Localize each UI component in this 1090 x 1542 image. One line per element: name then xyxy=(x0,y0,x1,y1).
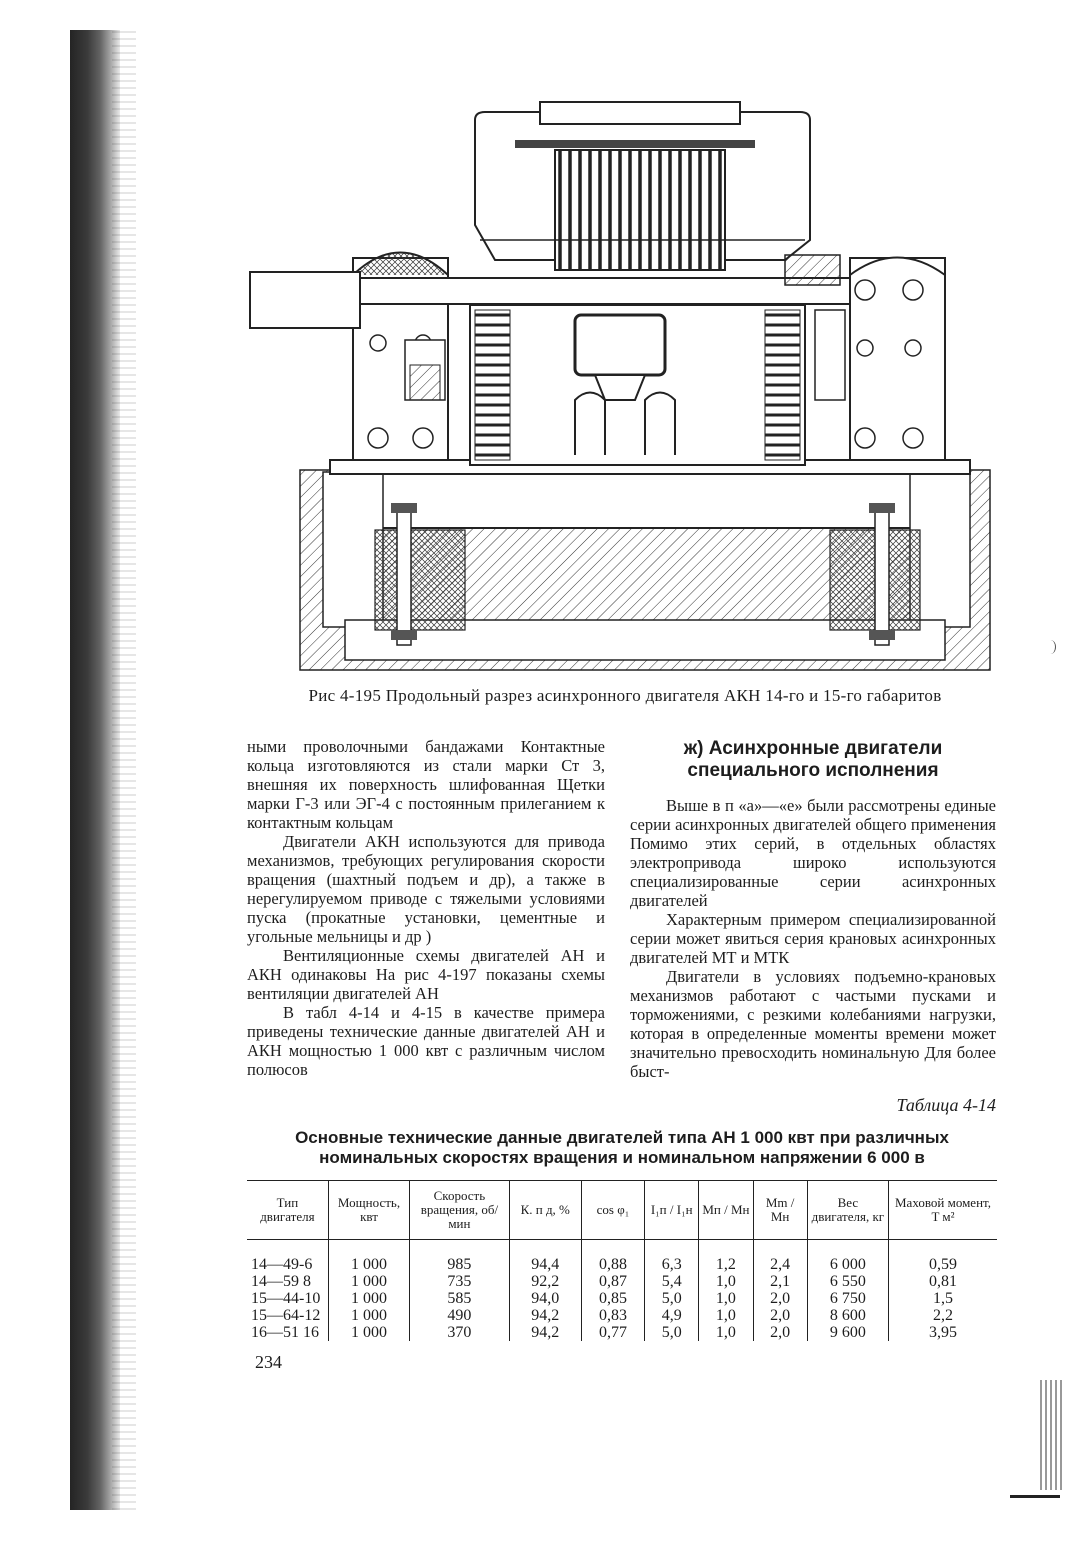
right-bearing-pedestal xyxy=(785,255,945,460)
table-cell: 585 xyxy=(410,1290,509,1307)
right-text-column xyxy=(630,796,996,1081)
table-cell: 2,1 xyxy=(753,1273,807,1290)
table-cell: 4,9 xyxy=(645,1307,699,1324)
table-cell: 1,0 xyxy=(699,1307,753,1324)
table-cell: 15—64-12 xyxy=(251,1307,321,1324)
table-cell: 1 000 xyxy=(328,1290,409,1307)
table-cell: 1 000 xyxy=(328,1273,409,1290)
paragraph: ными проволочными бандажами Контактные кольца изготовляются из стали марки Ст 3, внешняя их поверхность шлифованная Щетки марки Г-3 или ЭГ-4 с постоянным прилеганием к контактным кольцам xyxy=(247,737,605,832)
table-cell: 8 600 xyxy=(807,1307,888,1324)
table-cell: 1 000 xyxy=(328,1256,409,1273)
paragraph: Характерным примером специализированной серии может явиться серия крановых асинхронных двигателей МТ и МТК xyxy=(630,910,996,967)
table-cell: 16—51 16 xyxy=(251,1324,319,1341)
table-cell: 9 600 xyxy=(807,1324,888,1341)
table-header-row xyxy=(247,1181,997,1240)
table-cell: 735 xyxy=(410,1273,509,1290)
table-cell: 0,59 xyxy=(889,1256,998,1273)
table-cell: 14—59 8 xyxy=(251,1273,311,1290)
paragraph: Двигатели в условиях подъемно-крановых механизмов работают с частыми пусками и торможениями, с резкими колебаниями нагрузки, которая в определенные моменты времени может значительно превосходить номинальную Для более быст- xyxy=(630,967,996,1081)
table-cell: 1 000 xyxy=(328,1307,409,1324)
table-cell: 0,77 xyxy=(581,1324,644,1341)
table-cell: 2,4 xyxy=(753,1256,807,1273)
table-row xyxy=(247,1290,997,1307)
col-header: Тип двигателя xyxy=(247,1181,328,1240)
col-header: Мощность, квт xyxy=(328,1181,409,1240)
table-cell: 1,0 xyxy=(699,1273,753,1290)
table-cell: 1,0 xyxy=(699,1290,753,1307)
table-title: Основные технические данные двигателей типа АН 1 000 квт при различных номинальных скоростях вращения и номинальном напряжении 6 000 в xyxy=(295,1128,949,1167)
paragraph: Вентиляционные схемы двигателей АН и АКН одинаковы На рис 4-197 показаны схемы вентиляции двигателей АН xyxy=(247,946,605,1003)
table-cell: 0,87 xyxy=(581,1273,644,1290)
table-cell: 2,0 xyxy=(753,1290,807,1307)
table-cell: 2,2 xyxy=(889,1307,998,1324)
table-cell: 370 xyxy=(410,1324,509,1341)
page-number: 234 xyxy=(255,1352,282,1372)
table-cell: 15—44-10 xyxy=(251,1290,321,1307)
paragraph: Двигатели АКН используются для привода механизмов, требующих регулирования скорости вращения (шахтный подъем и др), а также в нерегулируемом приводе с тяжелыми условиями пуска (прокатные установки, цементные и угольные мельницы и др ) xyxy=(247,832,605,946)
table-cell: 1,5 xyxy=(889,1290,998,1307)
section-heading: ж) Асинхронные двигатели специального исполнения xyxy=(683,738,943,781)
table-cell: 0,85 xyxy=(581,1290,644,1307)
figure-caption: Рис 4-195 Продольный разрез асинхронного двигателя АКН 14-го и 15-го габаритов xyxy=(308,686,942,705)
table-cell: 94,2 xyxy=(509,1307,581,1324)
table-cell: 92,2 xyxy=(509,1273,581,1290)
scan-mark xyxy=(1040,1380,1062,1490)
table-cell: 0,81 xyxy=(889,1273,998,1290)
table-row xyxy=(247,1256,997,1273)
table-cell: 5,4 xyxy=(645,1273,699,1290)
col-header: Маховой момент, T м² xyxy=(889,1181,998,1240)
col-header: I₁п / I₁н xyxy=(645,1181,699,1240)
paragraph: В табл 4-14 и 4-15 в качестве примера приведены технические данные двигателей АН и АКН мощностью 1 000 квт с различным числом полюсов xyxy=(247,1003,605,1079)
table-row xyxy=(247,1307,997,1324)
scan-mark xyxy=(1045,640,1056,654)
col-header: Скорость вращения, об/мин xyxy=(410,1181,509,1240)
table-cell: 6,3 xyxy=(645,1256,699,1273)
table-row xyxy=(247,1324,997,1341)
table-cell: 5,0 xyxy=(645,1324,699,1341)
col-header: Mп / Mн xyxy=(699,1181,753,1240)
col-header: cos φ₁ xyxy=(581,1181,644,1240)
table-cell: 1,2 xyxy=(699,1256,753,1273)
table-cell: 490 xyxy=(410,1307,509,1324)
table-cell: 6 550 xyxy=(807,1273,888,1290)
table-row xyxy=(247,1273,997,1290)
table-cell: 1,0 xyxy=(699,1324,753,1341)
paragraph: Выше в п «а»—«е» были рассмотрены единые серии асинхронных двигателей общего применения Помимо этих серий, в отдельных областях электропривода широко используются специализированные серии асинхронных двигателей xyxy=(630,796,996,910)
table-cell: 985 xyxy=(410,1256,509,1273)
table-cell: 0,88 xyxy=(581,1256,644,1273)
col-header: Вес двигателя, кг xyxy=(807,1181,888,1240)
table-cell: 6 750 xyxy=(807,1290,888,1307)
table-label: Таблица 4-14 xyxy=(896,1095,996,1115)
table-cell: 5,0 xyxy=(645,1290,699,1307)
table-cell: 14—49-6 xyxy=(251,1256,313,1273)
table-cell: 2,0 xyxy=(753,1324,807,1341)
table-cell: 2,0 xyxy=(753,1307,807,1324)
foundation xyxy=(300,470,990,670)
table-cell: 6 000 xyxy=(807,1256,888,1273)
col-header: Mm / Mн xyxy=(753,1181,807,1240)
left-text-column xyxy=(247,737,605,1079)
table-cell: 3,95 xyxy=(889,1324,998,1341)
col-header: К. п д, % xyxy=(509,1181,581,1240)
table-cell: 0,83 xyxy=(581,1307,644,1324)
table-cell: 1 000 xyxy=(328,1324,409,1341)
table-cell: 94,4 xyxy=(509,1256,581,1273)
table-cell: 94,2 xyxy=(509,1324,581,1341)
motor-section-drawing xyxy=(245,100,995,680)
scan-mark xyxy=(1010,1495,1060,1498)
table-cell: 94,0 xyxy=(509,1290,581,1307)
spine-speckle xyxy=(112,30,136,1510)
motor-data-table xyxy=(247,1180,997,1341)
